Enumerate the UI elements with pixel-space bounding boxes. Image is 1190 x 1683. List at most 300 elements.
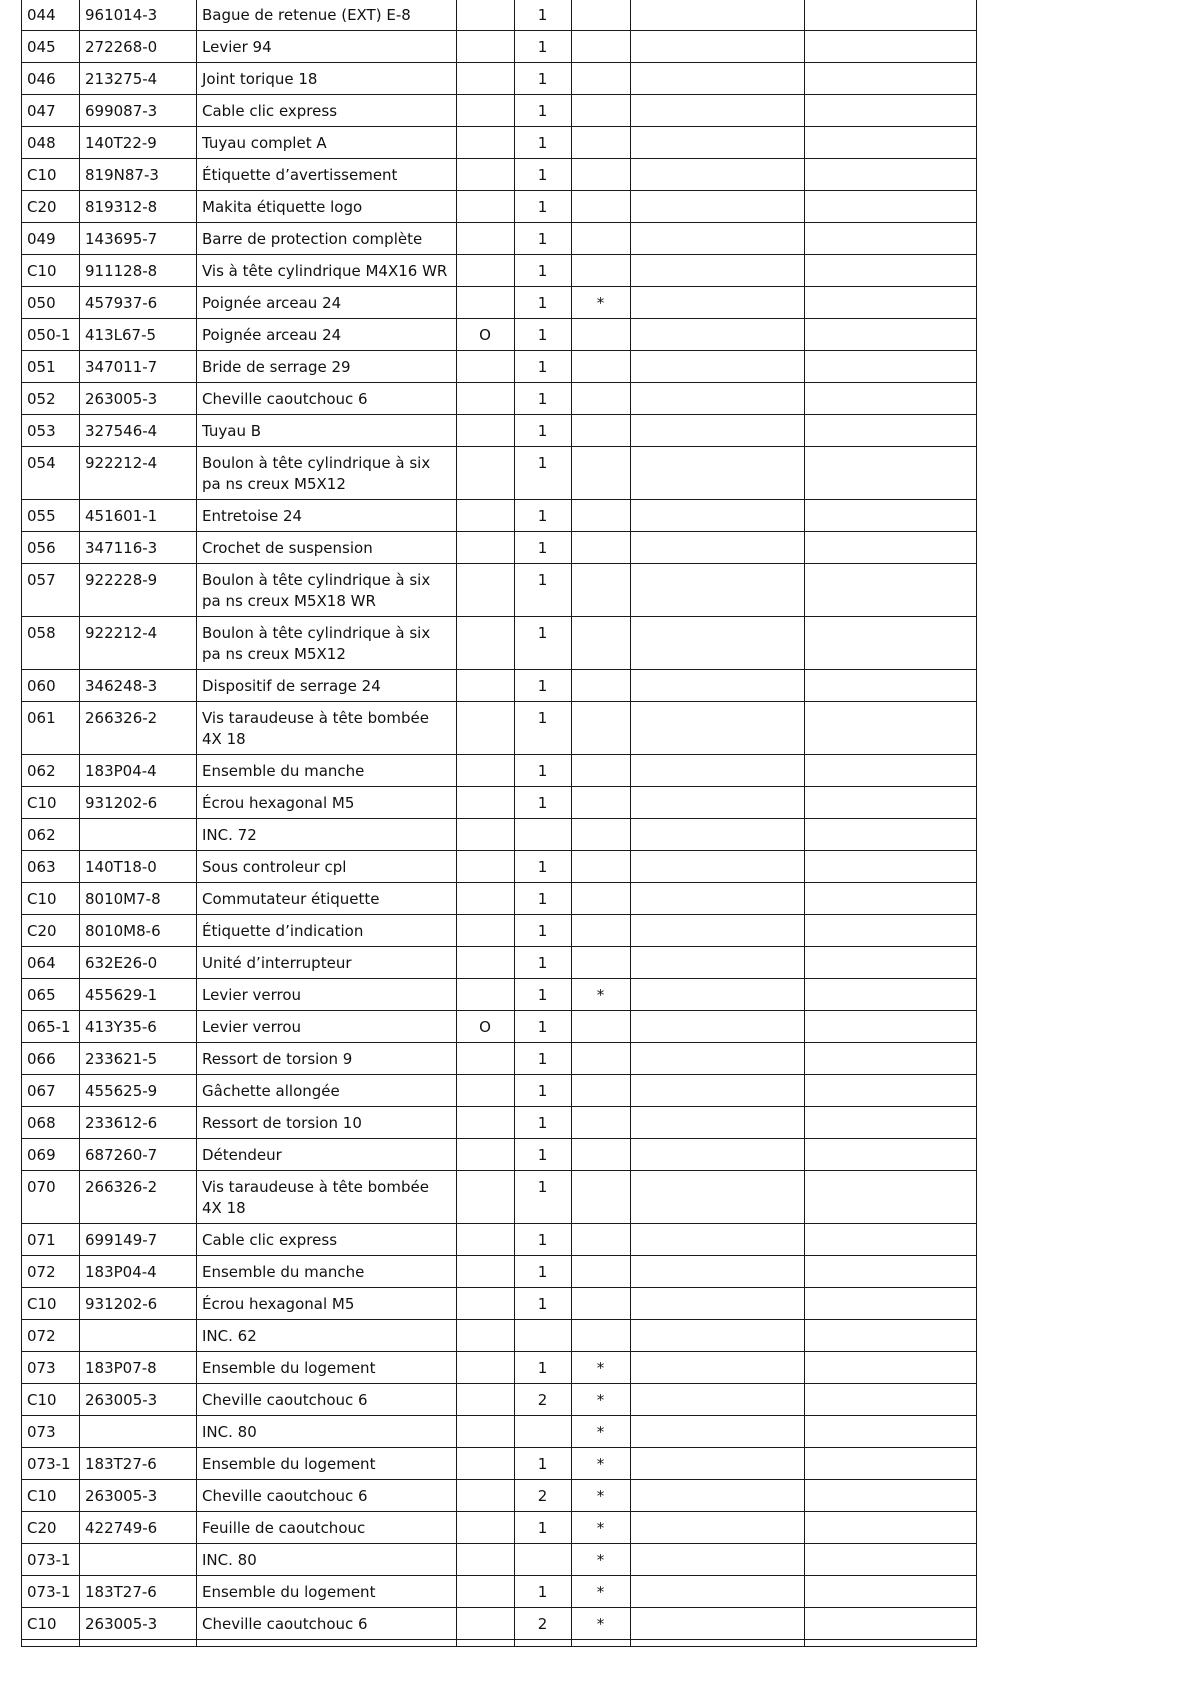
option-cell — [457, 1576, 515, 1608]
note-cell — [631, 1139, 805, 1171]
note-cell — [631, 617, 805, 670]
note-cell — [631, 755, 805, 787]
table-row — [22, 1352, 977, 1384]
mark-cell — [572, 1171, 631, 1224]
remark-cell — [805, 1608, 977, 1640]
mark-cell — [572, 0, 631, 31]
remark-cell — [805, 1011, 977, 1043]
description-cell: Ensemble du manche — [197, 755, 457, 787]
remark-cell — [805, 351, 977, 383]
quantity-cell: 1 — [515, 447, 572, 500]
table-row — [22, 95, 977, 127]
part-number-cell: 347116-3 — [80, 532, 197, 564]
description-cell: INC. 62 — [197, 1320, 457, 1352]
description-cell: Étiquette d’avertissement — [197, 159, 457, 191]
note-cell — [631, 1544, 805, 1576]
note-cell — [631, 819, 805, 851]
option-cell — [457, 915, 515, 947]
option-cell — [457, 383, 515, 415]
item-number-cell: 056 — [22, 532, 80, 564]
description-cell: Cheville caoutchouc 6 — [197, 383, 457, 415]
item-number-cell: 050-1 — [22, 319, 80, 351]
note-cell — [631, 191, 805, 223]
part-number-cell: 699149-7 — [80, 1224, 197, 1256]
note-cell — [631, 287, 805, 319]
description-cell: Unité d’interrupteur — [197, 947, 457, 979]
remark-cell — [805, 95, 977, 127]
description-cell: Ensemble du logement — [197, 1448, 457, 1480]
item-number-cell: 072 — [22, 1320, 80, 1352]
description-cell: Ressort de torsion 9 — [197, 1043, 457, 1075]
part-number-cell — [80, 1320, 197, 1352]
note-cell — [631, 915, 805, 947]
mark-cell: * — [572, 1384, 631, 1416]
quantity-cell: 1 — [515, 1448, 572, 1480]
note-cell — [631, 447, 805, 500]
table-row — [22, 1011, 977, 1043]
mark-cell — [572, 127, 631, 159]
remark-cell — [805, 1416, 977, 1448]
note-cell — [631, 1512, 805, 1544]
mark-cell: * — [572, 1544, 631, 1576]
item-number-cell: 045 — [22, 31, 80, 63]
mark-cell: * — [572, 1576, 631, 1608]
quantity-cell: 1 — [515, 1107, 572, 1139]
mark-cell — [572, 915, 631, 947]
quantity-cell: 1 — [515, 383, 572, 415]
part-number-cell: 455625-9 — [80, 1075, 197, 1107]
option-cell — [457, 851, 515, 883]
item-number-cell: 050 — [22, 287, 80, 319]
note-cell — [631, 979, 805, 1011]
note-cell — [631, 883, 805, 915]
option-cell — [457, 1384, 515, 1416]
option-cell — [457, 1256, 515, 1288]
mark-cell — [572, 564, 631, 617]
option-cell — [457, 500, 515, 532]
note-cell — [631, 415, 805, 447]
remark-cell — [805, 31, 977, 63]
quantity-cell: 1 — [515, 1139, 572, 1171]
remark-cell — [805, 319, 977, 351]
option-cell — [457, 564, 515, 617]
description-cell: Écrou hexagonal M5 — [197, 1288, 457, 1320]
item-number-cell: 071 — [22, 1224, 80, 1256]
remark-cell — [805, 617, 977, 670]
description-cell: Cheville caoutchouc 6 — [197, 1384, 457, 1416]
table-row — [22, 1576, 977, 1608]
description-cell: Levier verrou — [197, 979, 457, 1011]
table-row — [22, 755, 977, 787]
part-number-cell: 413L67-5 — [80, 319, 197, 351]
remark-cell — [805, 383, 977, 415]
item-number-cell: C10 — [22, 787, 80, 819]
part-number-cell: 143695-7 — [80, 223, 197, 255]
description-cell: Poignée arceau 24 — [197, 319, 457, 351]
table-row — [22, 63, 977, 95]
remark-cell — [805, 1171, 977, 1224]
mark-cell — [572, 851, 631, 883]
note-cell — [631, 0, 805, 31]
remark-cell — [805, 1544, 977, 1576]
part-number-cell: 213275-4 — [80, 63, 197, 95]
quantity-cell: 1 — [515, 31, 572, 63]
quantity-cell: 1 — [515, 63, 572, 95]
description-cell: Écrou hexagonal M5 — [197, 787, 457, 819]
remark-cell — [805, 702, 977, 755]
note-cell — [631, 255, 805, 287]
mark-cell — [572, 500, 631, 532]
quantity-cell: 1 — [515, 532, 572, 564]
option-cell — [457, 1288, 515, 1320]
item-number-cell: 054 — [22, 447, 80, 500]
option-cell — [457, 415, 515, 447]
option-cell — [457, 532, 515, 564]
mark-cell — [572, 1256, 631, 1288]
remark-cell — [805, 127, 977, 159]
table-row — [22, 819, 977, 851]
description-cell: Cable clic express — [197, 95, 457, 127]
item-number-cell: 062 — [22, 755, 80, 787]
description-cell: Ressort de torsion 10 — [197, 1107, 457, 1139]
description-cell: Dispositif de serrage 24 — [197, 670, 457, 702]
item-number-cell: 066 — [22, 1043, 80, 1075]
item-number-cell: 069 — [22, 1139, 80, 1171]
option-cell — [457, 1320, 515, 1352]
quantity-cell: 1 — [515, 1256, 572, 1288]
quantity-cell: 2 — [515, 1608, 572, 1640]
mark-cell — [572, 947, 631, 979]
quantity-cell: 1 — [515, 191, 572, 223]
part-number-cell: 687260-7 — [80, 1139, 197, 1171]
part-number-cell: 263005-3 — [80, 1384, 197, 1416]
remark-cell — [805, 1384, 977, 1416]
remark-cell — [805, 1288, 977, 1320]
quantity-cell: 1 — [515, 915, 572, 947]
empty-cell — [80, 1640, 197, 1647]
item-number-cell: 073 — [22, 1352, 80, 1384]
note-cell — [631, 1576, 805, 1608]
note-cell — [631, 1075, 805, 1107]
description-cell: Crochet de suspension — [197, 532, 457, 564]
remark-cell — [805, 1352, 977, 1384]
part-number-cell: 140T18-0 — [80, 851, 197, 883]
note-cell — [631, 95, 805, 127]
quantity-cell: 1 — [515, 287, 572, 319]
item-number-cell: C20 — [22, 191, 80, 223]
item-number-cell: 061 — [22, 702, 80, 755]
part-number-cell: 183T27-6 — [80, 1448, 197, 1480]
mark-cell — [572, 670, 631, 702]
item-number-cell: C10 — [22, 883, 80, 915]
mark-cell — [572, 787, 631, 819]
note-cell — [631, 1224, 805, 1256]
description-cell: INC. 80 — [197, 1544, 457, 1576]
mark-cell: * — [572, 1448, 631, 1480]
option-cell — [457, 1075, 515, 1107]
item-number-cell: 067 — [22, 1075, 80, 1107]
note-cell — [631, 1448, 805, 1480]
table-row — [22, 500, 977, 532]
parts-list-sheet — [21, 0, 977, 1647]
quantity-cell: 2 — [515, 1384, 572, 1416]
quantity-cell: 1 — [515, 1224, 572, 1256]
description-cell: Commutateur étiquette — [197, 883, 457, 915]
option-cell — [457, 947, 515, 979]
item-number-cell: C10 — [22, 1384, 80, 1416]
description-cell: Feuille de caoutchouc — [197, 1512, 457, 1544]
note-cell — [631, 1608, 805, 1640]
note-cell — [631, 1320, 805, 1352]
table-row — [22, 1043, 977, 1075]
note-cell — [631, 1256, 805, 1288]
mark-cell — [572, 63, 631, 95]
table-row — [22, 564, 977, 617]
remark-cell — [805, 883, 977, 915]
remark-cell — [805, 1139, 977, 1171]
note-cell — [631, 1416, 805, 1448]
mark-cell — [572, 1224, 631, 1256]
remark-cell — [805, 1075, 977, 1107]
option-cell: O — [457, 1011, 515, 1043]
quantity-cell: 1 — [515, 1352, 572, 1384]
item-number-cell: C20 — [22, 915, 80, 947]
part-number-cell: 327546-4 — [80, 415, 197, 447]
table-row — [22, 1224, 977, 1256]
note-cell — [631, 63, 805, 95]
option-cell — [457, 1352, 515, 1384]
item-number-cell: C20 — [22, 1512, 80, 1544]
item-number-cell: 073-1 — [22, 1448, 80, 1480]
mark-cell — [572, 1011, 631, 1043]
mark-cell: * — [572, 1416, 631, 1448]
note-cell — [631, 31, 805, 63]
option-cell — [457, 670, 515, 702]
quantity-cell: 1 — [515, 755, 572, 787]
part-number-cell: 922228-9 — [80, 564, 197, 617]
option-cell — [457, 1043, 515, 1075]
option-cell — [457, 617, 515, 670]
note-cell — [631, 159, 805, 191]
remark-cell — [805, 1320, 977, 1352]
table-row — [22, 255, 977, 287]
description-cell: Cheville caoutchouc 6 — [197, 1608, 457, 1640]
part-number-cell: 922212-4 — [80, 617, 197, 670]
quantity-cell: 1 — [515, 1576, 572, 1608]
part-number-cell: 183P07-8 — [80, 1352, 197, 1384]
table-row — [22, 1512, 977, 1544]
item-number-cell: 051 — [22, 351, 80, 383]
note-cell — [631, 1384, 805, 1416]
table-row — [22, 787, 977, 819]
remark-cell — [805, 979, 977, 1011]
table-row — [22, 159, 977, 191]
mark-cell — [572, 702, 631, 755]
option-cell — [457, 1512, 515, 1544]
description-cell: Cable clic express — [197, 1224, 457, 1256]
part-number-cell: 922212-4 — [80, 447, 197, 500]
part-number-cell: 266326-2 — [80, 702, 197, 755]
item-number-cell: 073 — [22, 1416, 80, 1448]
part-number-cell: 233612-6 — [80, 1107, 197, 1139]
remark-cell — [805, 1043, 977, 1075]
table-row — [22, 1075, 977, 1107]
part-number-cell: 8010M8-6 — [80, 915, 197, 947]
option-cell — [457, 63, 515, 95]
quantity-cell: 1 — [515, 702, 572, 755]
option-cell — [457, 447, 515, 500]
note-cell — [631, 351, 805, 383]
quantity-cell — [515, 819, 572, 851]
note-cell — [631, 532, 805, 564]
part-number-cell: 911128-8 — [80, 255, 197, 287]
item-number-cell: 044 — [22, 0, 80, 31]
option-cell — [457, 1544, 515, 1576]
quantity-cell: 1 — [515, 1288, 572, 1320]
part-number-cell: 931202-6 — [80, 787, 197, 819]
quantity-cell: 1 — [515, 127, 572, 159]
remark-cell — [805, 1224, 977, 1256]
part-number-cell: 8010M7-8 — [80, 883, 197, 915]
note-cell — [631, 947, 805, 979]
part-number-cell: 140T22-9 — [80, 127, 197, 159]
mark-cell: * — [572, 1512, 631, 1544]
table-row — [22, 415, 977, 447]
quantity-cell: 1 — [515, 947, 572, 979]
table-row — [22, 223, 977, 255]
item-number-cell: 046 — [22, 63, 80, 95]
description-cell: Boulon à tête cylindrique à six pa ns creux M5X18 WR — [197, 564, 457, 617]
description-cell: Joint torique 18 — [197, 63, 457, 95]
table-row — [22, 351, 977, 383]
remark-cell — [805, 255, 977, 287]
parts-table-body — [22, 0, 977, 1647]
mark-cell: * — [572, 1480, 631, 1512]
item-number-cell: 073-1 — [22, 1544, 80, 1576]
quantity-cell: 1 — [515, 223, 572, 255]
item-number-cell: 049 — [22, 223, 80, 255]
quantity-cell: 1 — [515, 0, 572, 31]
table-row — [22, 319, 977, 351]
remark-cell — [805, 223, 977, 255]
table-row — [22, 383, 977, 415]
table-row — [22, 1139, 977, 1171]
remark-cell — [805, 670, 977, 702]
item-number-cell: 060 — [22, 670, 80, 702]
part-number-cell: 931202-6 — [80, 1288, 197, 1320]
part-number-cell: 819312-8 — [80, 191, 197, 223]
table-row — [22, 1544, 977, 1576]
quantity-cell: 1 — [515, 1075, 572, 1107]
table-row — [22, 1384, 977, 1416]
quantity-cell: 2 — [515, 1480, 572, 1512]
part-number-cell: 457937-6 — [80, 287, 197, 319]
note-cell — [631, 1171, 805, 1224]
item-number-cell: C10 — [22, 1608, 80, 1640]
description-cell: Makita étiquette logo — [197, 191, 457, 223]
table-row — [22, 1288, 977, 1320]
option-cell — [457, 351, 515, 383]
mark-cell — [572, 532, 631, 564]
part-number-cell: 272268-0 — [80, 31, 197, 63]
remark-cell — [805, 915, 977, 947]
item-number-cell: C10 — [22, 159, 80, 191]
note-cell — [631, 851, 805, 883]
item-number-cell: 072 — [22, 1256, 80, 1288]
quantity-cell: 1 — [515, 617, 572, 670]
remark-cell — [805, 0, 977, 31]
quantity-cell: 1 — [515, 1043, 572, 1075]
item-number-cell: 057 — [22, 564, 80, 617]
table-row — [22, 127, 977, 159]
quantity-cell: 1 — [515, 415, 572, 447]
table-row — [22, 31, 977, 63]
empty-cell — [805, 1640, 977, 1647]
quantity-cell: 1 — [515, 255, 572, 287]
mark-cell — [572, 191, 631, 223]
mark-cell — [572, 255, 631, 287]
empty-cell — [572, 1640, 631, 1647]
description-cell: Étiquette d’indication — [197, 915, 457, 947]
description-cell: Entretoise 24 — [197, 500, 457, 532]
remark-cell — [805, 447, 977, 500]
empty-cell — [631, 1640, 805, 1647]
description-cell: INC. 80 — [197, 1416, 457, 1448]
description-cell: Vis taraudeuse à tête bombée 4X 18 — [197, 1171, 457, 1224]
option-cell — [457, 883, 515, 915]
mark-cell — [572, 319, 631, 351]
part-number-cell — [80, 1416, 197, 1448]
quantity-cell: 1 — [515, 670, 572, 702]
table-row — [22, 447, 977, 500]
table-row — [22, 191, 977, 223]
remark-cell — [805, 1480, 977, 1512]
remark-cell — [805, 851, 977, 883]
part-number-cell: 266326-2 — [80, 1171, 197, 1224]
option-cell — [457, 1171, 515, 1224]
note-cell — [631, 670, 805, 702]
note-cell — [631, 1043, 805, 1075]
mark-cell — [572, 447, 631, 500]
option-cell — [457, 1448, 515, 1480]
option-cell — [457, 1416, 515, 1448]
item-number-cell: 047 — [22, 95, 80, 127]
table-row — [22, 532, 977, 564]
option-cell — [457, 787, 515, 819]
description-cell: Sous controleur cpl — [197, 851, 457, 883]
item-number-cell: 052 — [22, 383, 80, 415]
description-cell: Boulon à tête cylindrique à six pa ns creux M5X12 — [197, 447, 457, 500]
description-cell: Gâchette allongée — [197, 1075, 457, 1107]
table-row — [22, 287, 977, 319]
remark-cell — [805, 947, 977, 979]
quantity-cell: 1 — [515, 564, 572, 617]
remark-cell — [805, 159, 977, 191]
mark-cell: * — [572, 1352, 631, 1384]
description-cell: Ensemble du logement — [197, 1576, 457, 1608]
part-number-cell: 263005-3 — [80, 383, 197, 415]
part-number-cell: 632E26-0 — [80, 947, 197, 979]
remark-cell — [805, 63, 977, 95]
quantity-cell: 1 — [515, 319, 572, 351]
mark-cell — [572, 1107, 631, 1139]
empty-cell — [457, 1640, 515, 1647]
part-number-cell: 346248-3 — [80, 670, 197, 702]
description-cell: Tuyau B — [197, 415, 457, 447]
description-cell: Levier verrou — [197, 1011, 457, 1043]
option-cell — [457, 1480, 515, 1512]
option-cell — [457, 702, 515, 755]
